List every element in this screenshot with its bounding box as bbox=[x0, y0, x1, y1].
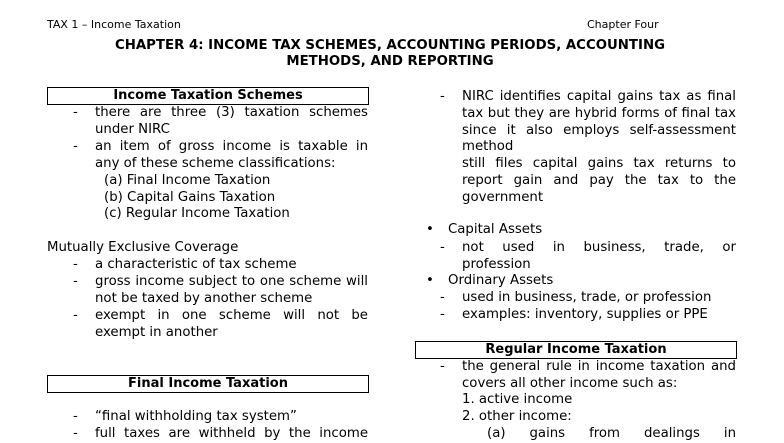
dash-icon: - bbox=[440, 290, 445, 305]
bullet-icon: • bbox=[426, 273, 434, 288]
mutual-point-1: a characteristic of tax scheme bbox=[95, 257, 297, 272]
dash-icon: - bbox=[440, 359, 445, 374]
scheme-item-a: (a) Final Income Taxation bbox=[104, 173, 271, 188]
ordinary-assets-heading: Ordinary Assets bbox=[448, 273, 554, 288]
schemes-point-1: there are three (3) taxation schemes under NIRC bbox=[95, 105, 368, 137]
header-left: TAX 1 – Income Taxation bbox=[47, 18, 181, 31]
page-title bbox=[40, 38, 740, 70]
capital-point-1: not used in business, trade, or profession bbox=[462, 240, 736, 272]
dash-icon: - bbox=[73, 409, 78, 424]
dash-icon: - bbox=[73, 257, 78, 272]
dash-icon: - bbox=[440, 240, 445, 255]
title-line-2: METHODS, AND REPORTING bbox=[286, 54, 494, 69]
regular-item-2: 2. other income: bbox=[462, 409, 572, 424]
mutual-point-3: exempt in one scheme will not be exempt in another bbox=[95, 308, 368, 340]
ordinary-point-2: examples: inventory, supplies or PPE bbox=[462, 307, 708, 322]
section-heading-income-taxation-schemes: Income Taxation Schemes bbox=[47, 87, 369, 105]
cgt-point-1: NIRC identifies capital gains tax as final tax but they are hybrid forms of final tax since it also employs self-assessment method bbox=[462, 89, 736, 155]
cgt-point-1-continued: still files capital gains tax returns to report gain and pay the tax to the government bbox=[462, 156, 736, 205]
schemes-point-2: an item of gross income is taxable in any of these scheme classifications: bbox=[95, 139, 368, 171]
mutual-point-2: gross income subject to one scheme will not be taxed by another scheme bbox=[95, 274, 368, 306]
dash-icon: - bbox=[73, 139, 78, 154]
dash-icon: - bbox=[73, 426, 78, 441]
regular-item-2a: (a) gains from dealings in bbox=[487, 426, 736, 441]
section-heading-final-income-taxation: Final Income Taxation bbox=[47, 375, 369, 393]
title-line-1: CHAPTER 4: INCOME TAX SCHEMES, ACCOUNTING PERIODS, ACCOUNTING bbox=[115, 38, 665, 53]
section-heading-regular-income-taxation: Regular Income Taxation bbox=[415, 341, 737, 359]
regular-item-1: 1. active income bbox=[462, 392, 573, 407]
dash-icon: - bbox=[73, 308, 78, 323]
regular-point-1: the general rule in income taxation and covers all other income such as: bbox=[462, 359, 736, 391]
dash-icon: - bbox=[73, 274, 78, 289]
ordinary-point-1: used in business, trade, or profession bbox=[462, 290, 712, 305]
scheme-item-b: (b) Capital Gains Taxation bbox=[104, 190, 276, 205]
bullet-icon: • bbox=[426, 222, 434, 237]
capital-assets-heading: Capital Assets bbox=[448, 222, 543, 237]
dash-icon: - bbox=[440, 89, 445, 104]
mutual-heading: Mutually Exclusive Coverage bbox=[47, 240, 239, 255]
dash-icon: - bbox=[73, 105, 78, 120]
dash-icon: - bbox=[440, 307, 445, 322]
header-right: Chapter Four bbox=[587, 18, 659, 31]
scheme-item-c: (c) Regular Income Taxation bbox=[104, 206, 290, 221]
final-point-1: “final withholding tax system” bbox=[95, 409, 297, 424]
final-point-2: full taxes are withheld by the income bbox=[95, 426, 368, 441]
